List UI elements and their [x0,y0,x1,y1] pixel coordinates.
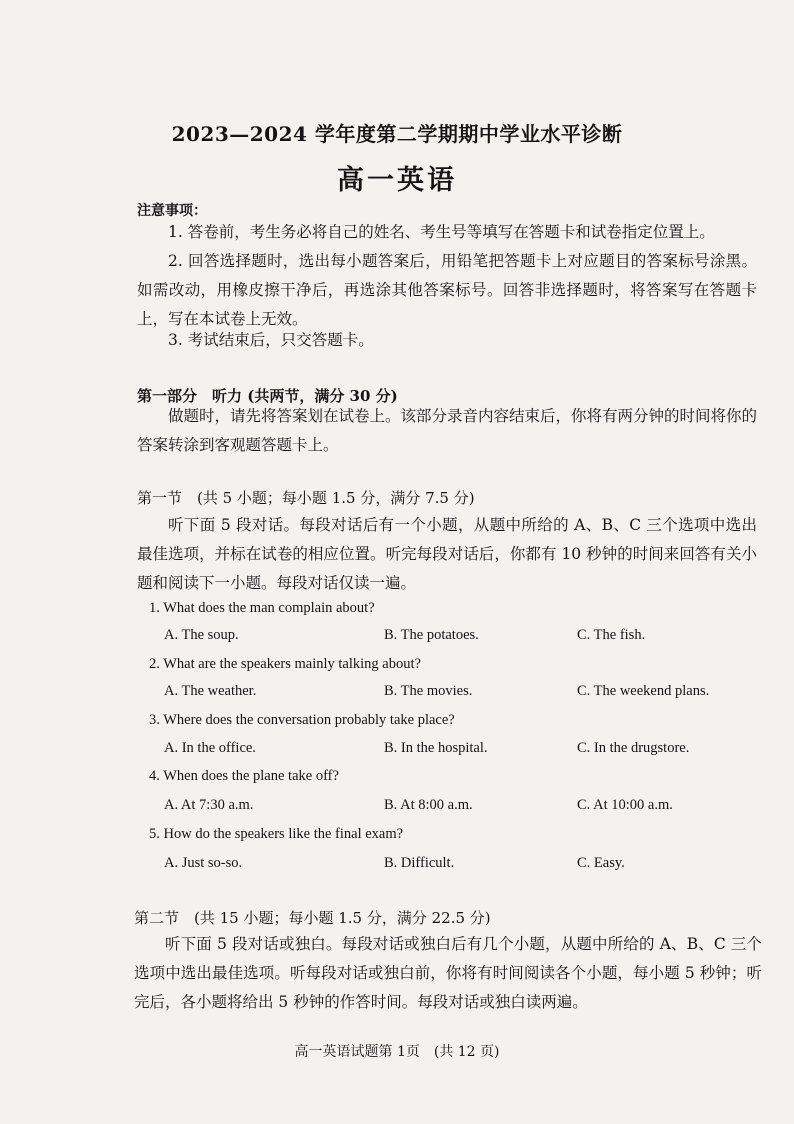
question-3-stem: 3. Where does the conversation probably take place? [149,712,455,728]
question-4-option-a: A. At 7:30 a.m. [164,797,254,813]
question-1-option-b: B. The potatoes. [384,627,479,643]
section2-heading: 第二节 (共 15 小题；每小题 1.5 分，满分 22.5 分) [134,909,491,927]
question-2-option-c: C. The weekend plans. [577,683,710,699]
question-3-option-b: B. In the hospital. [384,740,488,756]
section2-instruction: 听下面 5 段对话或独白。每段对话或独白后有几个小题，从题中所给的 A、B、C 三个选项中选出最佳选项。听每段对话或独白前，你将有时间阅读各个小题，每小题 5 秒钟；听完后，各小题将给出 5 秒钟的作答时间。每段对话或独白读两遍。 [134,935,762,1011]
part1-heading: 第一部分 听力 (共两节，满分 30 分) [137,387,398,405]
question-1-stem: 1. What does the man complain about? [149,600,375,616]
notes-item-3: 3. 考试结束后，只交答题卡。 [168,331,374,349]
part1-instruction: 做题时，请先将答案划在试卷上。该部分录音内容结束后，你将有两分钟的时间将你的答案转涂到客观题答题卡上。 [137,407,758,454]
question-5-option-b: B. Difficult. [384,855,455,871]
question-5-option-a: A. Just so-so. [164,855,243,871]
subject-title: 高一英语 [337,165,457,196]
exam-title: 2023—2024 学年度第二学期期中学业水平诊断 [171,122,623,146]
section1-heading: 第一节 (共 5 小题；每小题 1.5 分，满分 7.5 分) [137,489,475,507]
question-4-stem: 4. When does the plane take off? [149,768,339,784]
notes-item-2: 2. 回答选择题时，选出每小题答案后，用铅笔把答题卡上对应题目的答案标号涂黑。如需改动，用橡皮擦干净后，再选涂其他答案标号。回答非选择题时，将答案写在答题卡上，写在本试卷上无效。 [137,252,757,328]
page-footer: 高一英语试题第 1页 (共 12 页) [294,1044,500,1060]
question-3-option-a: A. In the office. [164,740,256,756]
question-4-option-b: B. At 8:00 a.m. [384,797,473,813]
question-2-option-b: B. The movies. [384,683,473,699]
question-1-option-a: A. The soup. [164,627,239,643]
question-2-option-a: A. The weather. [164,683,257,699]
question-5-stem: 5. How do the speakers like the final exam? [149,826,404,842]
question-1-option-c: C. The fish. [577,627,646,643]
section1-instruction: 听下面 5 段对话。每段对话后有一个小题，从题中所给的 A、B、C 三个选项中选出最佳选项，并标在试卷的相应位置。听完每段对话后，你都有 10 秒钟的时间来回答有关小题和阅读下一小题。每段对话仅读一遍。 [137,516,757,592]
question-4-option-c: C. At 10:00 a.m. [577,797,673,813]
notes-heading: 注意事项： [137,203,207,219]
notes-item-1: 1. 答卷前，考生务必将自己的姓名、考生号等填写在答题卡和试卷指定位置上。 [168,223,715,241]
question-2-stem: 2. What are the speakers mainly talking about? [149,656,421,672]
question-5-option-c: C. Easy. [577,855,625,871]
question-3-option-c: C. In the drugstore. [577,740,690,756]
